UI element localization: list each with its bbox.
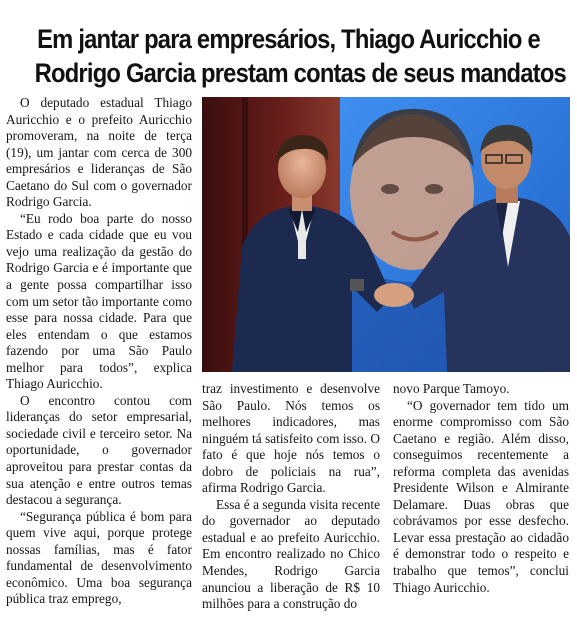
headline-line-2: Rodrigo Garcia prestam contas de seus mandatos: [34, 58, 566, 89]
article-column-1: [6, 95, 192, 608]
paragraph: traz investimento e desenvolve São Paulo. Nós temos os melhores indicadores, mas ninguém tá satisfeito com isso. O fato é que hoje nós temos o dobro de policiais na rua”, afirma Rodrigo Garcia.: [202, 381, 380, 496]
paragraph: “O governador tem tido um enorme compromisso com São Caetano e região. Além disso, conseguimos recentemente a reforma completa das avenidas Presidente Wilson e Almirante Delamare. Duas obras que cobrávamos por esse desfecho. Levar essa prestação ao cidadão é demonstrar todo o respeito e trabalho que temos”, conclui Thiago Auricchio.: [393, 397, 569, 595]
paragraph: Essa é a segunda visita recente do governador ao deputado estadual e ao prefeito Auricchio. Em encontro realizado no Chico Mendes, Rodrigo Garcia anunciou a liberação de R$ 10 milhões para a construção do: [202, 496, 380, 612]
headline: [34, 22, 566, 90]
article-column-2: [202, 381, 380, 613]
handshake-photo-illustration: [202, 97, 570, 372]
article-photo: [202, 97, 570, 372]
paragraph: “Segurança pública é bom para quem vive aqui, porque protege nossas famílias, mas é fator fundamental de desenvolvimento econômico. Uma boa segurança pública traz emprego,: [6, 508, 192, 607]
paragraph: novo Parque Tamoyo.: [393, 381, 510, 396]
paragraph: O deputado estadual Thiago Auricchio e o prefeito Auricchio promoveram, na noite de terça (19), um jantar com cerca de 300 empresários e lideranças de São Caetano do Sul com o governador Rodrigo Garcia.: [6, 95, 192, 210]
article-column-3: [393, 381, 569, 596]
paragraph: O encontro contou com lideranças do setor empresarial, sociedade civil e terceiro setor. Na oportunidade, o governador aproveitou para prestar contas da sua atenção e entre outros temas destacou a segurança.: [6, 392, 192, 508]
headline-line-1: Em jantar para empresários, Thiago Auricchio e: [37, 24, 540, 55]
paragraph: “Eu rodo boa parte do nosso Estado e cada cidade que eu vou vejo uma realização da gestão do Rodrigo Garcia e é importante que a gente possa compartilhar isso com um setor tão importante como esse para nossa cidade. Para que eles entendam o que estamos fazendo por uma São Paulo melhor para todos”, explica Thiago Auricchio.: [6, 210, 192, 392]
